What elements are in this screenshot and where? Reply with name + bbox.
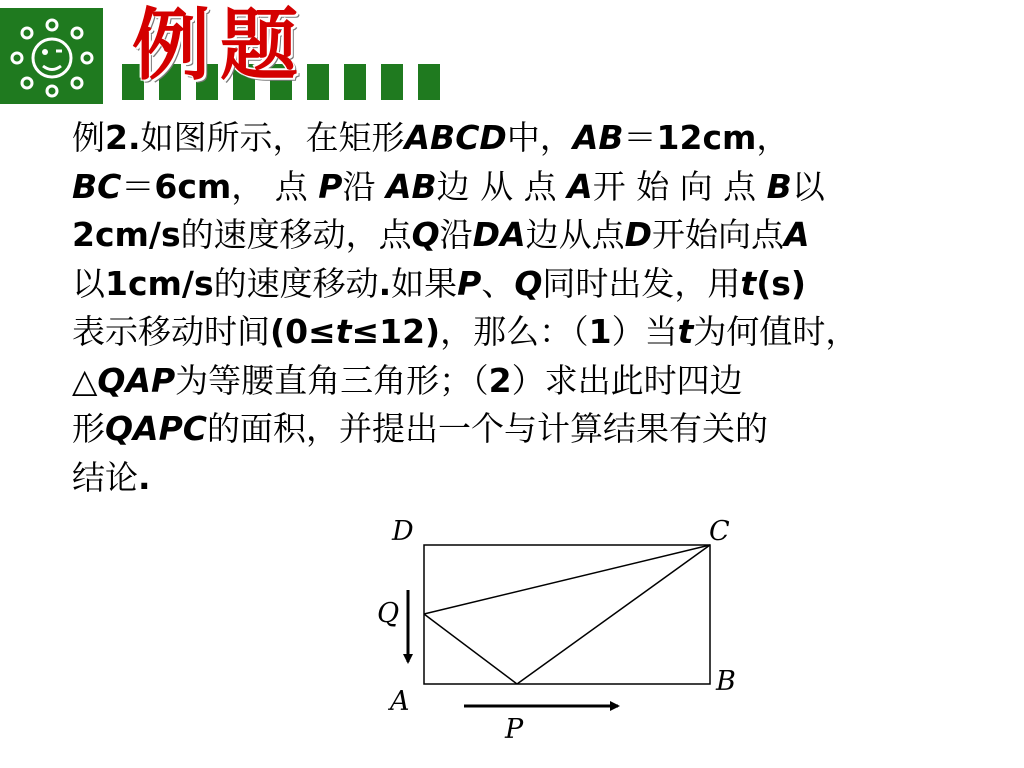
problem-line: BC＝6cm， 点 P沿 AB边 从 点 A开 始 向 点 B以: [72, 166, 825, 206]
segment-qp: [424, 614, 517, 684]
problem-line: 例2.如图所示，在矩形ABCD中，AB＝12cm，: [72, 118, 790, 157]
smiling-sun-icon: [8, 18, 96, 98]
problem-text: [72, 114, 952, 502]
logo-box: [0, 8, 103, 104]
label-a: A: [390, 686, 410, 717]
label-b: B: [716, 666, 736, 697]
label-c: C: [709, 516, 730, 547]
label-q: Q: [377, 598, 400, 629]
segment-qc: [424, 545, 710, 614]
rectangle-abcd: [424, 545, 710, 684]
segment-cp: [517, 545, 710, 684]
rectangle-figure: [360, 512, 760, 752]
label-d: D: [392, 516, 414, 547]
page-title: 例题: [132, 1, 309, 91]
problem-line: 结论.: [72, 457, 151, 497]
problem-line: 形QAPC的面积，并提出一个与计算结果有关的: [72, 409, 768, 448]
label-p: P: [505, 714, 524, 745]
problem-line: 2cm/s的速度移动，点Q沿DA边从点D开始向点A: [72, 215, 810, 254]
geometry-diagram: [360, 512, 760, 752]
problem-line: △QAP为等腰直角三角形；（2）求出此时四边: [72, 360, 743, 400]
problem-line: 以1cm/s的速度移动.如果P、Q同时出发，用t(s): [72, 263, 806, 303]
problem-line: 表示移动时间(0≤t≤12)，那么：（1）当t为何值时，: [72, 312, 859, 351]
